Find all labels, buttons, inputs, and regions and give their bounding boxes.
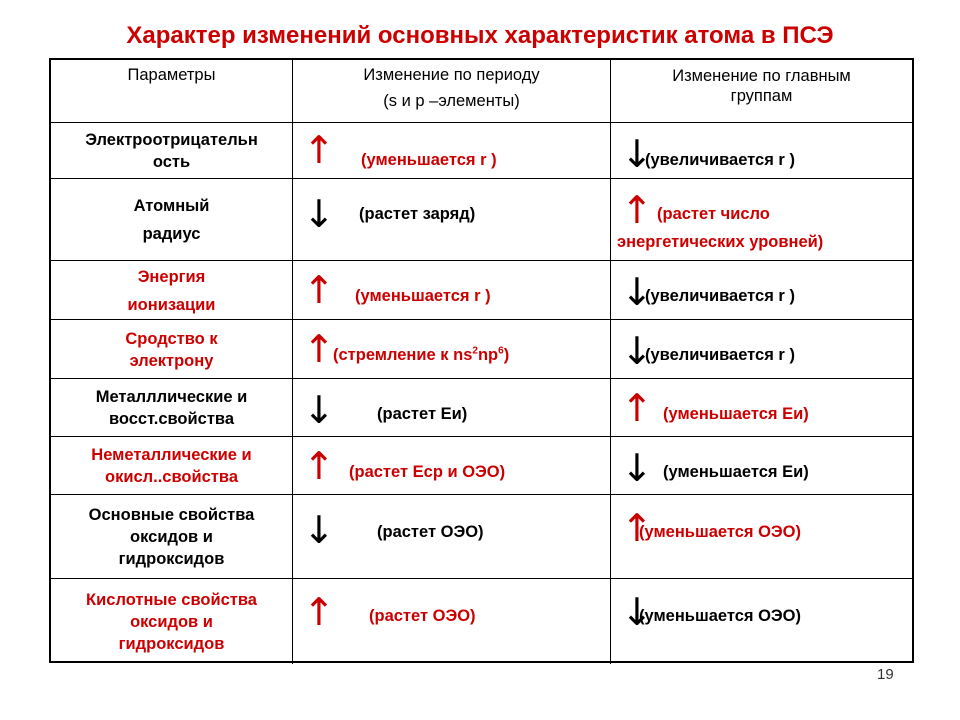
arrow-up-icon: ↑ bbox=[303, 444, 335, 488]
header-cell-parameters bbox=[51, 60, 293, 122]
arrow-down-icon: ↓ bbox=[621, 446, 653, 490]
group-cell bbox=[611, 379, 912, 437]
arrow-down-icon: ↓ bbox=[621, 132, 653, 176]
group-note: (увеличивается r ) bbox=[645, 346, 795, 364]
table-header-row bbox=[51, 60, 912, 122]
param-name: Кислотные свойства оксидов и гидроксидов bbox=[86, 590, 257, 653]
arrow-down-icon: ↓ bbox=[303, 192, 335, 236]
period-note: (растет заряд) bbox=[359, 205, 476, 223]
arrow-down-icon: ↓ bbox=[303, 388, 335, 432]
header-parameters: Параметры bbox=[127, 66, 216, 84]
arrow-down-icon: ↓ bbox=[303, 508, 335, 552]
period-cell bbox=[293, 261, 611, 320]
arrow-up-icon: ↑ bbox=[621, 506, 653, 550]
period-cell bbox=[293, 579, 611, 664]
table-row bbox=[51, 260, 912, 320]
param-cell bbox=[51, 179, 293, 261]
period-cell bbox=[293, 379, 611, 437]
group-cell bbox=[611, 579, 912, 664]
group-note: (уменьшается ОЭО) bbox=[639, 607, 801, 625]
period-note: (растет Еи) bbox=[377, 405, 468, 423]
slide-title: Характер изменений основных характеристик атома в ПСЭ bbox=[126, 22, 834, 49]
header-period-line1: Изменение по периоду bbox=[363, 66, 540, 84]
period-note: (уменьшается r ) bbox=[355, 287, 491, 305]
arrow-up-icon: ↑ bbox=[621, 386, 653, 430]
table-row bbox=[51, 122, 912, 179]
period-cell bbox=[293, 179, 611, 261]
arrow-up-icon: ↑ bbox=[303, 268, 335, 312]
group-cell bbox=[611, 123, 912, 179]
period-note: (уменьшается r ) bbox=[361, 151, 497, 169]
group-cell bbox=[611, 179, 912, 261]
arrow-up-icon: ↑ bbox=[303, 128, 335, 172]
period-note: (стремление к $ns^2np^6$) bbox=[333, 345, 510, 364]
group-cell bbox=[611, 261, 912, 320]
param-cell bbox=[51, 320, 293, 379]
group-note: (уменьшается Еи) bbox=[663, 463, 809, 481]
header-cell-groups bbox=[611, 60, 912, 122]
table-row bbox=[51, 494, 912, 579]
header-groups-line1: Изменение по главным bbox=[672, 67, 851, 85]
header-period bbox=[295, 62, 608, 114]
param-cell bbox=[51, 379, 293, 437]
param-cell bbox=[51, 261, 293, 320]
param-cell bbox=[51, 437, 293, 495]
table-row bbox=[51, 378, 912, 437]
period-cell bbox=[293, 495, 611, 579]
period-note: (растет Еср и ОЭО) bbox=[349, 463, 506, 481]
param-name: Сродство к электрону bbox=[125, 329, 218, 370]
period-cell bbox=[293, 320, 611, 379]
period-cell bbox=[293, 123, 611, 179]
param-name: Металллические и восст.свойства bbox=[95, 388, 248, 428]
group-cell bbox=[611, 495, 912, 579]
param-name: Основные свойства оксидов и гидроксидов bbox=[88, 506, 255, 568]
param-name: Электроотрицательн ость bbox=[85, 131, 258, 171]
group-note: (увеличивается r ) bbox=[645, 287, 795, 305]
period-cell bbox=[293, 437, 611, 495]
arrow-down-icon: ↓ bbox=[621, 329, 653, 373]
arrow-up-icon: ↑ bbox=[303, 590, 335, 634]
properties-table bbox=[49, 58, 914, 663]
header-period-line2: (s и p –элементы) bbox=[383, 92, 520, 110]
arrow-up-icon: ↑ bbox=[303, 327, 335, 371]
param-cell bbox=[51, 123, 293, 179]
group-note: (уменьшается ОЭО) bbox=[639, 523, 801, 541]
table-row bbox=[51, 319, 912, 379]
period-note: (растет ОЭО) bbox=[369, 607, 476, 625]
group-note-line1: (растет число bbox=[657, 205, 770, 223]
page-number: 19 bbox=[877, 666, 894, 683]
period-note: (растет ОЭО) bbox=[377, 523, 484, 541]
param-cell bbox=[51, 495, 293, 579]
arrow-up-icon: ↑ bbox=[621, 188, 653, 232]
header-groups-line2: группам bbox=[730, 87, 793, 105]
header-cell-period bbox=[293, 60, 611, 122]
param-name: Энергия ионизации bbox=[127, 267, 216, 314]
group-note: (увеличивается r ) bbox=[645, 151, 795, 169]
table-row bbox=[51, 436, 912, 495]
header-groups bbox=[613, 66, 910, 106]
param-name: Атомный радиус bbox=[133, 197, 210, 243]
group-note: (уменьшается Еи) bbox=[663, 405, 809, 423]
table-row bbox=[51, 578, 912, 664]
group-cell bbox=[611, 437, 912, 495]
group-cell bbox=[611, 320, 912, 379]
arrow-down-icon: ↓ bbox=[621, 590, 653, 634]
param-name: Неметаллические и окисл..свойства bbox=[91, 446, 252, 486]
param-cell bbox=[51, 579, 293, 664]
arrow-down-icon: ↓ bbox=[621, 270, 653, 314]
table-row bbox=[51, 178, 912, 261]
group-note-line2: энергетических уровней) bbox=[617, 233, 824, 251]
